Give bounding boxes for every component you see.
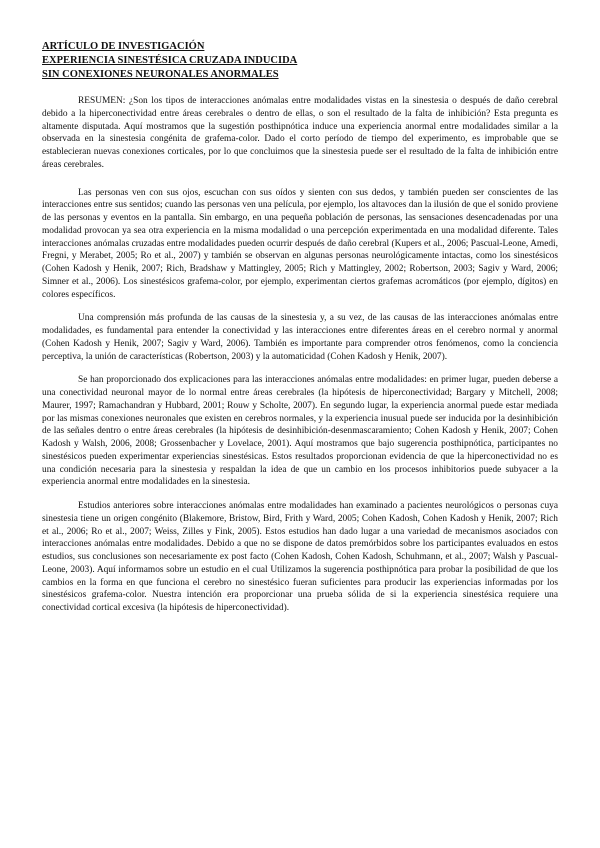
article-header xyxy=(42,40,562,82)
article-body xyxy=(42,95,558,626)
abstract-paragraph: RESUMEN: ¿Son los tipos de interacciones anómalas entre modalidades vistas en la sinestesia o después de daño cerebral debido a la hiperconectividad entre áreas cerebrales o dentro de ellas, o son el resultado de la falta de inhibición? Esta pregunta es altamente disputada. Aquí mostramos que la sugestión posthipnótica induce una experiencia anormal entre modalidades similar a la observada en la sinestesia congénita de grafema-color. Dado el corto período de tiempo del experimento, es improbable que se establecieran nuevas conexiones corticales, por lo que concluimos que la sinestesia puede ser el resultado de la falta de inhibición entre áreas cerebrales. xyxy=(42,96,558,170)
body-paragraph-1: Las personas ven con sus ojos, escuchan con sus oídos y sienten con sus dedos, y también pueden ser conscientes de las interacciones entre sus sentidos; cuando las personas ven una película, por ejemplo, los altavoces dan la ilusión de que el sonido proviene de las personas y eventos en la pantalla. Sin embargo, en una pequeña población de personas, las sensaciones desencadenadas por una modalidad provocan ya sea otra experiencia en la misma modalidad o una percepción experimentada en una modalidad diferente. Tales interacciones anómalas cruzadas entre modalidades pueden ocurrir después de daño cerebral (Kupers et al., 2006; Pascual-Leone, Amedi, Fregni, y Merabet, 2005; Ro et al., 2007) y también se observan en algunas personas neurológicamente intactas, como los sinestésicos (Cohen Kadosh y Henik, 2007; Rich, Bradshaw y Mattingley, 2005; Rich y Mattingley, 2002; Robertson, 2003; Sagiv y Ward, 2006; Simner et al., 2006). Los sinestésicos grafema-color, por ejemplo, experimentan ciertos grafemas acromáticos (por ejemplo, dígitos) en colores específicos. xyxy=(42,187,558,300)
body-paragraph-2: Una comprensión más profunda de las causas de la sinestesia y, a su vez, de las causas de las interacciones anómalas entre modalidades, es fundamental para entender la conectividad y las interacciones entre diferentes áreas en el cerebro normal y anormal (Cohen Kadosh y Henik, 2007; Sagiv y Ward, 2006). También es importante para comprender otros fenómenos, como la conciencia perceptiva, la unión de características (Robertson, 2003) y la automaticidad (Cohen Kadosh y Henik, 2007). xyxy=(42,313,558,362)
article-title-line-1: EXPERIENCIA SINESTÉSICA CRUZADA INDUCIDA xyxy=(42,55,298,66)
body-paragraph-4: Estudios anteriores sobre interacciones anómalas entre modalidades han examinado a pacientes neurológicos o personas cuya sinestesia tiene un origen congénito (Blakemore, Bristow, Bird, Frith y Ward, 2005; Cohen Kadosh, Cohen Kadosh y Henik, 2007; Rich et al., 2006; Ro et al., 2007; Weiss, Zilles y Fink, 2005). Estos estudios han dado lugar a una variedad de mecanismos asociados con interacciones anómalas entre modalidades. Debido a que no se dispone de datos premórbidos sobre los participantes evaluados en estos estudios, sus conclusiones son necesariamente ex post facto (Cohen Kadosh, Cohen Kadosh, Schuhmann, et al., 2007; Walsh y Pascual-Leone, 2003). Aquí informamos sobre un estudio en el cual Utilizamos la sugerencia posthipnótica para probar la posibilidad de que los cambios en la forma en que funciona el cerebro no sinestésico fueran suficientes para producir las experiencias informadas por los sinestésicos grafema-color. Nuestra intención era proporcionar una prueba sólida de si la experiencia sinestésica requiere una conectividad cortical excesiva (la hipótesis de hiperconectividad). xyxy=(42,501,558,613)
body-paragraph-3: Se han proporcionado dos explicaciones para las interacciones anómalas entre modalidades: en primer lugar, pueden deberse a una conectividad neuronal mayor de lo normal entre áreas cerebrales (la hipótesis de hiperconectividad; Bargary y Mitchell, 2008; Maurer, 1997; Ramachandran y Hubbard, 2001; Rouw y Scholte, 2007). En segundo lugar, la experiencia anormal puede estar mediada por las mismas conexiones neuronales que existen en cerebros normales, y la experiencia inusual puede ser inducida por la desinhibición de las señales dentro o entre áreas cerebrales (la hipótesis de desinhibición-desenmascaramiento; Cohen Kadosh y Henik, 2007; Cohen Kadosh y Walsh, 2006, 2008; Grossenbacher y Lovelace, 2001). Aquí mostramos que bajo sugerencia posthipnótica, participantes no sinestésicos pueden experimentar experiencias sinestésicas. Estos resultados proporcionan evidencia de que la hiperconectividad no es una condición necesaria para la sinestesia y respaldan la idea de que un cambio en los procesos inhibitorios puede subyacer a la experiencia anormal entre modalidades en la sinestesia. xyxy=(42,375,558,488)
article-type-label: ARTÍCULO DE INVESTIGACIÓN xyxy=(42,41,205,52)
article-title-line-2: SIN CONEXIONES NEURONALES ANORMALES xyxy=(42,69,279,80)
